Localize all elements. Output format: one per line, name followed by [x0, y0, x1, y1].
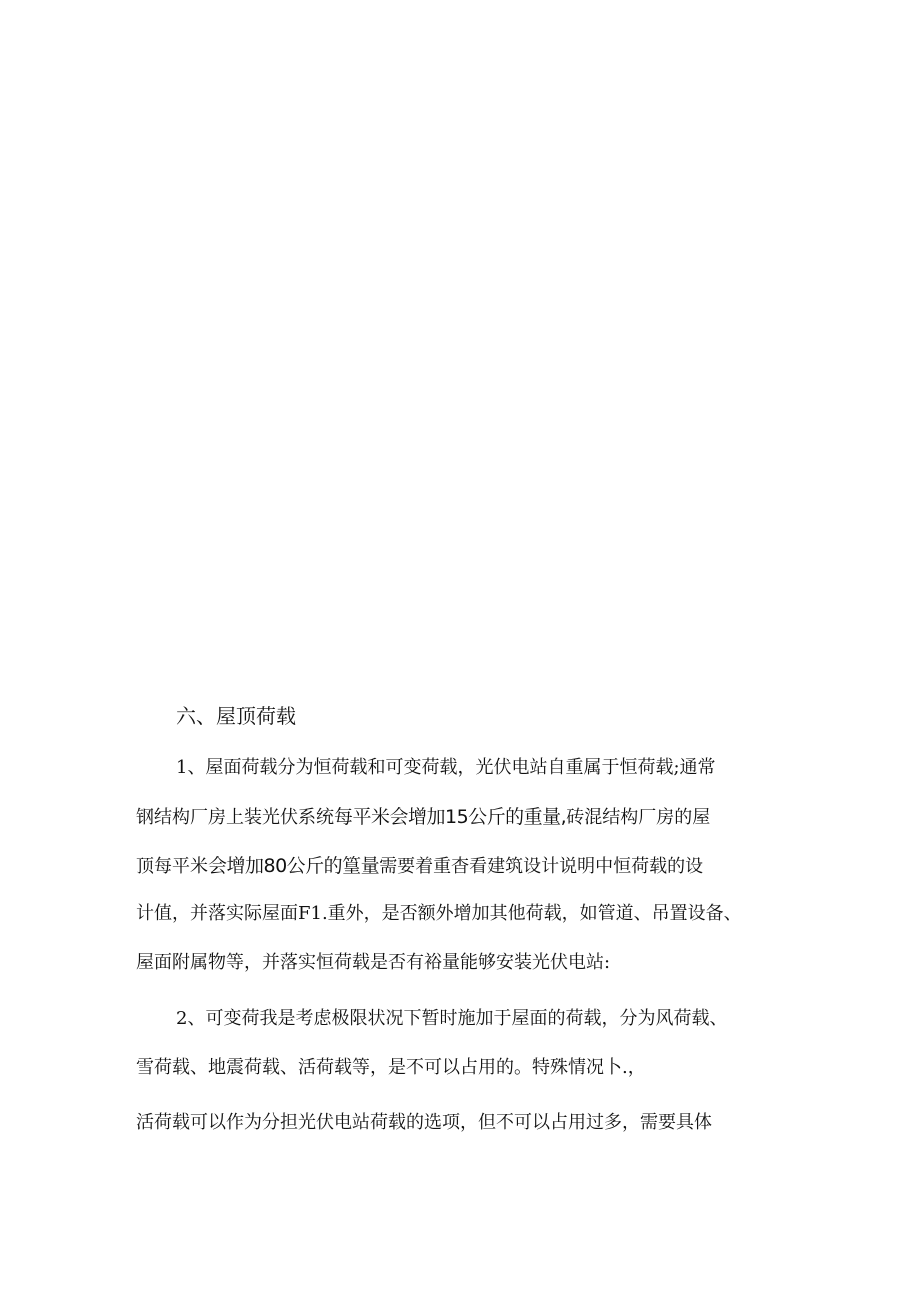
paragraph-2-line-2: 雪荷载、地震荷载、活荷载等，是不可以占用的。特殊情况卜.， [136, 1057, 646, 1078]
text-span: 砖混结构厂房的屋 [566, 807, 711, 828]
paragraph-2-line-1: 2、可变荷我是考虑极限状况下暂时施加于屋面的荷载，分为风荷载、 [176, 1008, 728, 1029]
paragraph-1-line-1: 1、屋面荷载分为恒荷载和可变荷载，光伏电站自重属于恒荷载;通常 [176, 757, 716, 778]
emphasized-text: 会增加80公斤的篁量 [208, 855, 380, 877]
text-span: 顶每平米 [136, 856, 208, 877]
text-span: 需要着重杳看建筑设计说明中恒荷载的设 [379, 856, 704, 877]
paragraph-3-line-1: 活荷载可以作为分担光伏电站荷载的选项，但不可以占用过多，需要具体 [136, 1112, 712, 1133]
paragraph-1-line-4: 计值，并落实际屋面F1.重外，是否额外增加其他荷载，如管道、吊置设备、 [136, 903, 742, 924]
emphasized-text: 每平米会增加15公斤的重量, [334, 806, 567, 828]
text-span: 钢结构厂房上装光伏系统 [136, 807, 334, 828]
section-heading: 六、屋顶荷载 [176, 704, 296, 728]
paragraph-1-line-5: 屋面附属物等，并落实恒荷载是否有裕量能够安装光伏电站: [136, 952, 611, 973]
paragraph-1-line-2 [136, 804, 710, 831]
paragraph-1-line-3 [136, 853, 703, 880]
